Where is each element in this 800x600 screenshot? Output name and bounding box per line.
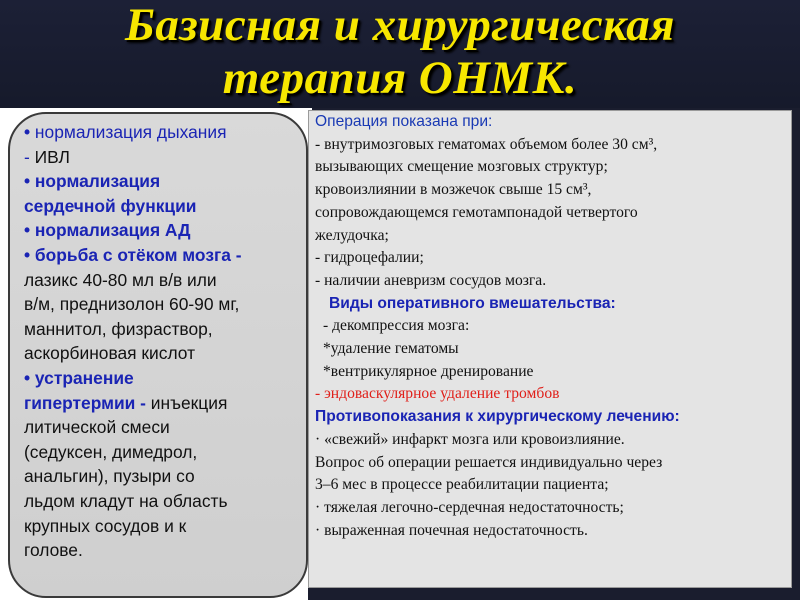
list-item-continued: в/м, преднизолон 60-90 мг, bbox=[24, 294, 240, 315]
bullet: • bbox=[24, 244, 35, 265]
surgical-therapy-panel bbox=[308, 110, 792, 588]
list-item bbox=[24, 169, 292, 194]
intervention-line: - декомпрессия мозга: bbox=[323, 317, 470, 335]
item-label-hyperthermia-1: устранение bbox=[34, 367, 134, 388]
bullet: • bbox=[24, 220, 35, 241]
basic-therapy-panel bbox=[8, 112, 308, 598]
list-item bbox=[24, 243, 292, 268]
item-label-edema: борьба с отёком мозга - bbox=[34, 244, 242, 265]
item-text-ventilation: ИВЛ bbox=[34, 146, 70, 167]
list-item-continued: крупных сосудов и к bbox=[24, 515, 187, 536]
intervention-line: *удаление гематомы bbox=[323, 340, 459, 358]
title-bar bbox=[0, 0, 800, 108]
slide-title-line-1: Базисная и хирургическая bbox=[124, 0, 676, 51]
list-item-continued bbox=[24, 391, 292, 416]
contraindication-line: · выраженная почечная недостаточность. bbox=[315, 521, 588, 539]
basic-therapy-list bbox=[24, 120, 292, 563]
bullet: • bbox=[24, 122, 35, 142]
slide-title-line-2: терапия ОНМК. bbox=[222, 52, 578, 104]
indication-line: вызывающих смещение мозговых структур; bbox=[315, 158, 608, 176]
indication-line: - наличии аневризм сосудов мозга. bbox=[315, 271, 547, 289]
list-item-continued bbox=[24, 145, 292, 170]
bottom-strip bbox=[308, 588, 800, 600]
intervention-line: *вентрикулярное дренирование bbox=[323, 362, 534, 380]
list-item-continued: анальгин), пузыри со bbox=[24, 466, 195, 487]
list-item-continued bbox=[24, 194, 292, 219]
list-item bbox=[24, 120, 292, 145]
list-item-continued: льдом кладут на область bbox=[24, 490, 228, 511]
indications-heading: Операция показана при: bbox=[315, 113, 493, 130]
list-item bbox=[24, 366, 292, 391]
bullet: • bbox=[24, 171, 35, 192]
list-item-continued: аскорбиновая кислот bbox=[24, 343, 196, 364]
indication-line: - внутримозговых гематомах объемом более 30 см³, bbox=[315, 135, 658, 153]
list-item-continued: маннитол, физраствор, bbox=[24, 318, 213, 339]
surgical-therapy-text bbox=[315, 111, 787, 542]
contraindications-heading: Противопоказания к хирургическому лечению: bbox=[315, 408, 680, 426]
list-item-continued: литической смеси bbox=[24, 417, 170, 438]
contraindication-line: · тяжелая легочно-сердечная недостаточность; bbox=[315, 498, 624, 516]
contraindication-line: · «свежий» инфаркт мозга или кровоизлияние. bbox=[315, 430, 625, 448]
list-item-continued: голове. bbox=[24, 540, 83, 561]
indication-line: желудочка; bbox=[315, 226, 389, 244]
item-label-breathing: нормализация дыхания bbox=[34, 122, 227, 142]
indication-line: - гидроцефалии; bbox=[315, 249, 424, 267]
indication-line: сопровождающемся гемотампонадой четвертого bbox=[315, 203, 638, 221]
contraindication-line: 3–6 мес в процессе реабилитации пациента; bbox=[315, 476, 609, 494]
item-label-hyperthermia-2: гипертермии - bbox=[24, 392, 146, 413]
indication-line: кровоизлиянии в мозжечок свыше 15 см³, bbox=[315, 181, 592, 199]
item-label-cardiac-1: нормализация bbox=[34, 171, 161, 192]
item-text-injection: инъекция bbox=[145, 392, 228, 413]
list-item-continued: лазикс 40-80 мл в/в или bbox=[24, 269, 217, 290]
item-label-bp: нормализация АД bbox=[34, 220, 191, 241]
intervention-types-heading: Виды оперативного вмешательства: bbox=[329, 294, 616, 312]
endovascular-line: - эндоваскулярное удаление тромбов bbox=[315, 385, 560, 403]
item-label-cardiac-2: сердечной функции bbox=[24, 195, 197, 216]
contraindication-line: Вопрос об операции решается индивидуально через bbox=[315, 453, 663, 471]
list-item bbox=[24, 218, 292, 243]
bullet: • bbox=[24, 367, 35, 388]
dash: - bbox=[24, 146, 35, 167]
list-item-continued: (седуксен, димедрол, bbox=[24, 441, 198, 462]
